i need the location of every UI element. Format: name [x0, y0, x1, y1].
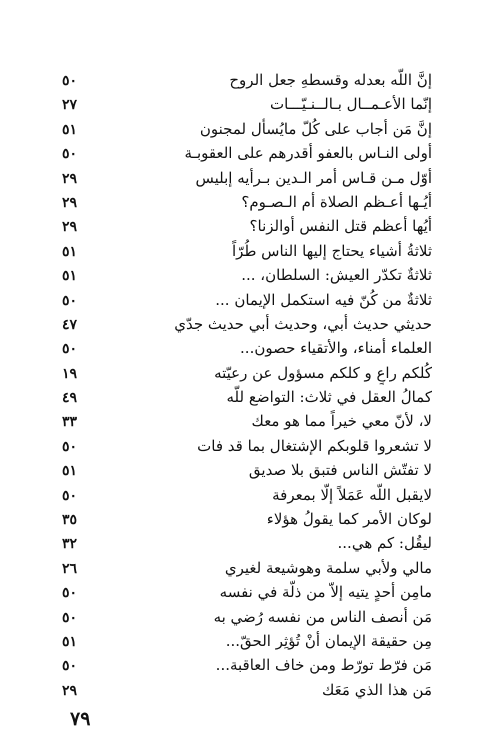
index-entry: [62, 214, 432, 238]
index-entry: [62, 141, 432, 165]
index-entry: [62, 629, 432, 653]
entry-page-number: ٥١: [62, 268, 78, 285]
entry-page-number: ٣٢: [62, 536, 78, 553]
entry-page-number: ٢٩: [62, 170, 78, 187]
index-entry: [62, 263, 432, 287]
entry-page-number: ٥١: [62, 243, 78, 260]
entry-page-number: ٥٠: [62, 585, 78, 602]
index-entry: [62, 239, 432, 263]
index-entry: [62, 531, 432, 555]
index-entry: [62, 92, 432, 116]
entry-page-number: ٢٦: [62, 560, 78, 577]
entry-text: أيُـها أعـظم الصلاة أم الـصـوم؟: [241, 192, 432, 211]
entry-text: كمالُ العقل في ثلاث: التواضع للّه: [226, 388, 432, 407]
page-number: ٧٩: [70, 708, 91, 730]
index-entry: [62, 336, 432, 360]
entry-page-number: ٥٠: [62, 292, 78, 309]
index-entry: [62, 605, 432, 629]
index-entry: [62, 288, 432, 312]
entry-text: لا، لأنّ معي خيراً مما هو معك: [251, 412, 432, 431]
index-entry: [62, 409, 432, 433]
entry-page-number: ٥٠: [62, 73, 78, 89]
entry-page-number: ١٩: [62, 365, 78, 382]
entry-text: مِن حقيقة الإيمان أنْ تُؤثِر الحقّ...: [225, 631, 432, 650]
index-list: [62, 68, 432, 702]
index-entry: [62, 190, 432, 214]
entry-text: مامِن أحدٍ يتيه إلاّ من ذلّة في نفسه: [219, 583, 432, 602]
entry-page-number: ٣٣: [62, 414, 78, 431]
entry-page-number: ٥١: [62, 463, 78, 480]
index-entry: [62, 68, 432, 92]
entry-text: إنّما الأعـمــال بـالــنـيّـــات: [270, 95, 432, 114]
entry-page-number: ٥١: [62, 121, 78, 138]
entry-page-number: ٥٠: [62, 487, 78, 504]
entry-page-number: ٥٠: [62, 609, 78, 626]
entry-text: لا تفتّش الناس فتبق بلا صديق: [248, 461, 432, 480]
entry-page-number: ٥٠: [62, 658, 78, 675]
entry-page-number: ٤٧: [62, 316, 78, 333]
entry-text: مَن هذا الذي مَعَك: [322, 680, 432, 699]
entry-page-number: ٢٩: [62, 682, 78, 699]
entry-text: ليقُل: كم هي...: [337, 534, 432, 553]
index-entry: [62, 678, 432, 702]
entry-page-number: ٣٥: [62, 512, 78, 529]
entry-page-number: ٤٩: [62, 390, 78, 407]
entry-text: ثلاثةُ أشياء يحتاج إليها الناس طُرّاً: [232, 241, 432, 260]
index-entry: [62, 556, 432, 580]
entry-page-number: ٥١: [62, 633, 78, 650]
entry-text: كُلكم راعٍ و كلكم مسؤول عن رعيّته: [214, 363, 432, 382]
entry-text: أوّل مـن قـاس أمر الـدين بـرأيه إبليس: [195, 168, 432, 187]
entry-text: لوكان الأمر كما يقولُ هؤلاء: [266, 510, 432, 529]
index-entry: [62, 434, 432, 458]
entry-page-number: ٥٠: [62, 341, 78, 358]
entry-page-number: ٢٩: [62, 219, 78, 236]
entry-text: العلماء أمناء، والأتقياء حصون...: [240, 339, 432, 358]
index-entry: [62, 117, 432, 141]
entry-page-number: ٥٠: [62, 438, 78, 455]
entry-text: أولى النـاس بالعفو أقدرهم على العقوبـة: [184, 144, 432, 163]
index-entry: [62, 483, 432, 507]
entry-text: ثلاثةٌ من كُنّ فيه استكمل الإيمان ...: [215, 290, 432, 309]
index-entry: [62, 580, 432, 604]
index-entry: [62, 361, 432, 385]
entry-page-number: ٢٩: [62, 194, 78, 211]
entry-page-number: ٥٠: [62, 146, 78, 163]
index-entry: [62, 458, 432, 482]
entry-text: حديثي حديث أبي، وحديث أبي حديث جدّي: [174, 314, 432, 333]
entry-text: إنَّ اللّه بعدله وقسطهِ جعل الروح: [229, 71, 432, 89]
index-entry: [62, 385, 432, 409]
entry-text: أيُها أعظم قتل النفس أوالزنا؟: [249, 217, 432, 236]
entry-page-number: ٢٧: [62, 97, 78, 114]
entry-text: مَن أنصف الناس من نفسه رُضي به: [213, 607, 432, 626]
entry-text: مَن فرّط تورّط ومن خاف العاقبة...: [215, 656, 432, 675]
entry-text: لا تشعروا قلوبكم الإشتغال بما قد فات: [197, 436, 432, 455]
entry-text: إنَّ مَن أجاب على كُلّ مايُسأل لمجنون: [199, 119, 432, 138]
entry-text: مالي ولأبي سلمة وهوشيعة لغيري: [224, 558, 432, 577]
entry-text: ثلاثةٌ تكدّر العيش: السلطان، ...: [241, 266, 432, 285]
index-entry: [62, 312, 432, 336]
index-entry: [62, 653, 432, 677]
index-entry: [62, 166, 432, 190]
index-entry: [62, 507, 432, 531]
entry-text: لايقبل اللّه عَمَلاً إلّا بمعرفة: [272, 485, 432, 504]
